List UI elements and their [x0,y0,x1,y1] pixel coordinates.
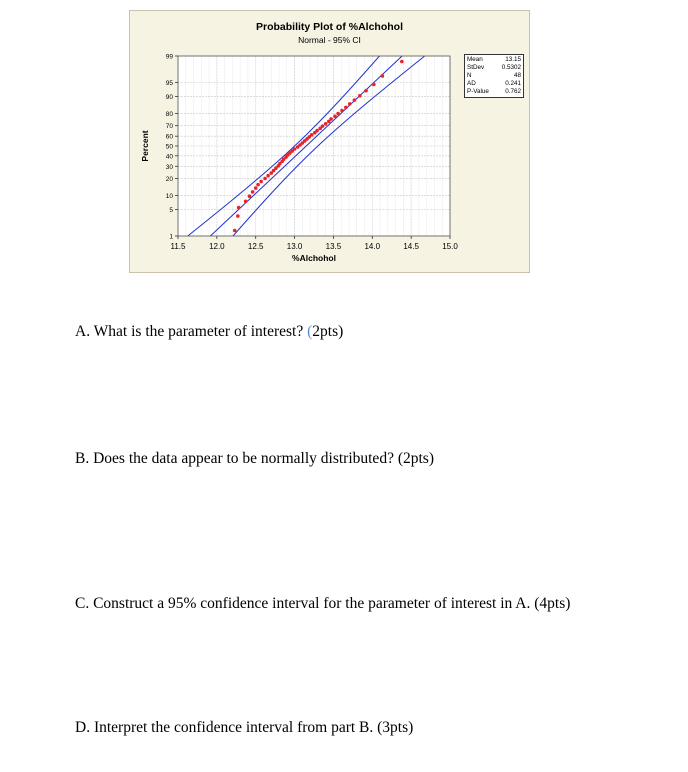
x-tick-label: 13.5 [325,242,342,251]
probability-plot-figure [129,10,530,273]
chart-subtitle: Normal - 95% CI [298,35,361,45]
data-point [336,112,340,116]
data-point [348,102,352,106]
data-point [236,214,240,218]
data-point [251,190,255,194]
stat-value: 0.241 [505,80,521,87]
stat-label: StDev [467,64,485,71]
stat-row [467,72,521,80]
text-cursor-mark: ( [307,323,313,340]
y-tick-label: 80 [165,110,173,118]
data-point [321,124,325,128]
x-tick-label: 14.0 [364,242,381,251]
x-tick-label: 15.0 [442,242,458,251]
y-axis-label: Percent [140,130,150,162]
data-point [333,114,337,118]
y-tick-label: 40 [165,153,173,161]
y-tick-label: 30 [165,163,173,171]
data-point [344,106,348,110]
data-point [315,129,319,133]
data-point [329,117,333,121]
question-c: C. Construct a 95% confidence interval for the parameter of interest in A. (4pts) [75,595,571,612]
y-tick-label: 10 [165,193,173,201]
question-a [75,323,343,341]
data-point [364,89,368,93]
y-tick-label: 95 [165,79,173,87]
probability-plot-svg [130,11,531,274]
data-point [310,133,314,137]
data-point [293,147,297,151]
data-point [244,200,248,204]
y-tick-label: 60 [165,133,173,141]
stat-label: Mean [467,56,483,63]
data-point [263,177,267,181]
data-point [237,206,241,210]
y-tick-label: 70 [165,123,173,131]
stat-value: 0.762 [505,88,521,95]
y-tick-label: 50 [165,143,173,151]
data-point [358,94,362,98]
stat-value: 13.15 [505,56,521,63]
data-point [233,229,237,233]
question-d: D. Interpret the confidence interval from part B. (3pts) [75,719,414,736]
data-point [254,186,258,190]
x-tick-label: 13.0 [286,242,303,251]
stat-row [467,80,521,88]
x-tick-label: 12.0 [209,242,225,251]
data-point [340,109,344,113]
data-point [381,74,385,78]
y-tick-label: 99 [165,53,173,61]
stat-label: P-Value [467,88,489,95]
x-tick-label: 12.5 [247,242,264,251]
x-tick-label: 11.5 [170,242,186,251]
y-tick-label: 20 [165,176,173,184]
stat-label: N [467,72,472,79]
question-a-text: A. What is the parameter of interest? [75,323,308,340]
stat-row [467,56,521,64]
chart-title: Probability Plot of %Alchohol [256,21,403,33]
y-tick-label: 5 [169,207,173,215]
data-point [248,194,252,198]
x-axis-label: %Alchohol [292,253,336,263]
stat-row [467,64,521,72]
stat-row [467,88,521,96]
data-point [353,98,357,102]
data-point [372,83,376,87]
y-tick-label: 90 [165,93,173,101]
data-point [259,180,263,184]
data-point [266,174,270,178]
question-b: B. Does the data appear to be normally distributed? (2pts) [75,450,434,467]
stat-value: 48 [513,72,521,79]
stat-value: 0.5302 [501,64,521,71]
data-point [400,60,404,64]
x-tick-label: 14.5 [403,242,419,251]
stat-label: AD [467,80,476,87]
data-point [256,183,260,187]
question-a-points: 2pts) [312,323,344,340]
data-point [324,122,328,126]
y-tick-label: 1 [169,233,173,241]
stats-legend-box [464,54,524,98]
